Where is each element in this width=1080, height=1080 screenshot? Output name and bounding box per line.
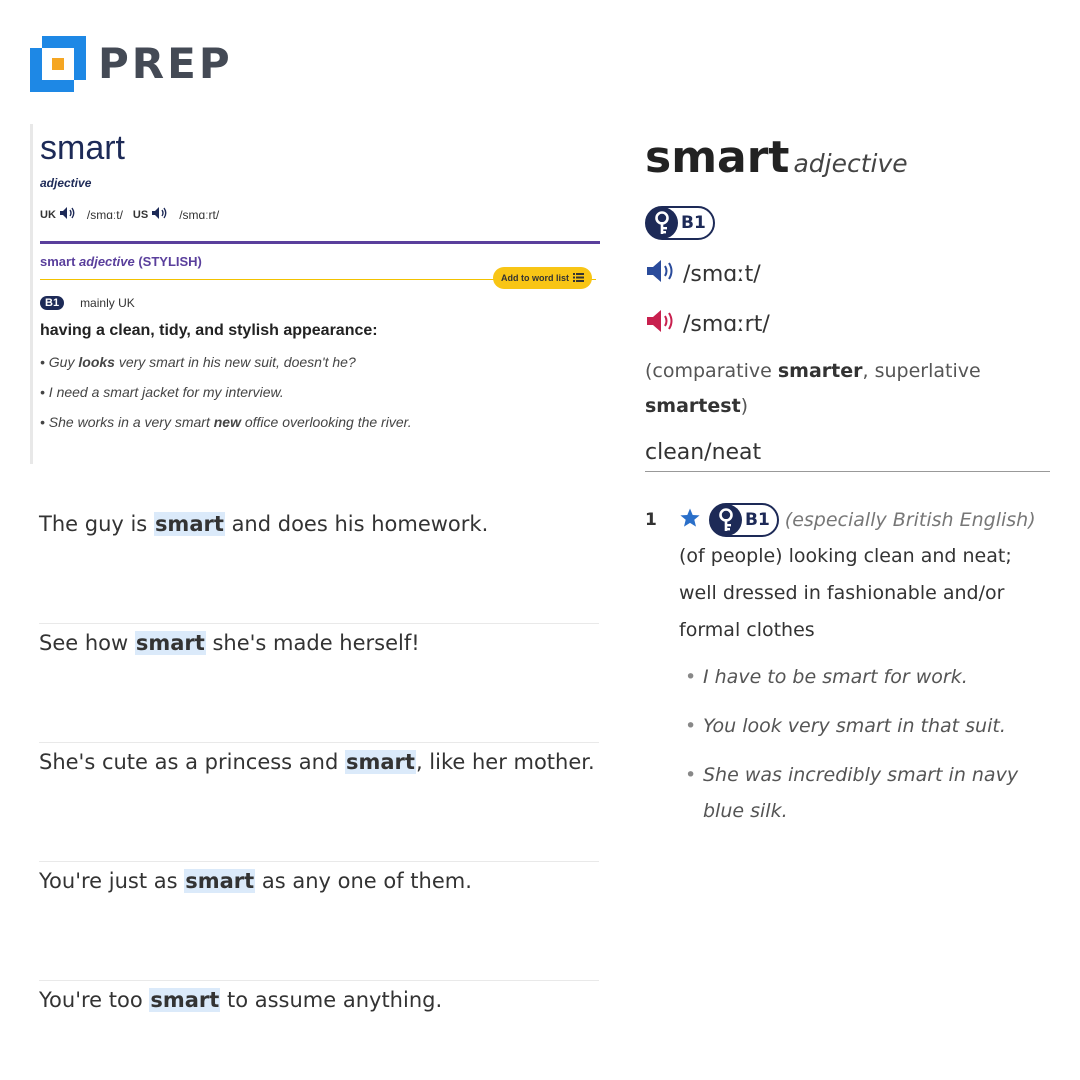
list-item xyxy=(39,862,599,981)
uk-label: UK xyxy=(40,208,56,221)
sense-body xyxy=(679,502,1050,842)
oxford-us-ipa: /smɑːrt/ xyxy=(683,311,770,337)
example-sentence xyxy=(40,384,600,400)
bullet: • xyxy=(685,666,697,688)
us-label: US xyxy=(132,208,149,221)
example-sentence xyxy=(40,354,600,370)
oxford-level-badge[interactable] xyxy=(645,206,715,240)
uk-speaker-icon[interactable] xyxy=(59,206,77,223)
list-item xyxy=(39,743,599,862)
example-sentence xyxy=(40,414,600,430)
example-text: I need a smart jacket for my interview. xyxy=(48,384,284,400)
sentence-text: See how xyxy=(39,631,135,655)
example-sentence xyxy=(679,757,1050,829)
superlative-form: smartest xyxy=(645,395,741,417)
list-item xyxy=(39,505,599,624)
oxford-headword-row xyxy=(645,130,1050,192)
example-text: You look very smart in that suit. xyxy=(703,715,1006,737)
cambridge-entry xyxy=(30,124,600,464)
key-icon xyxy=(709,503,743,537)
example-text: very smart in his new suit, doesn't he? xyxy=(114,354,356,370)
oxford-headword: smart xyxy=(645,132,790,183)
oxford-examples xyxy=(679,659,1050,829)
oxford-inflections xyxy=(645,354,1050,424)
us-speaker-icon[interactable] xyxy=(645,308,679,340)
example-text: Guy xyxy=(48,354,79,370)
sense-level-text: B1 xyxy=(745,510,770,530)
uk-ipa: /smɑːt/ xyxy=(86,207,123,222)
bullet: • xyxy=(40,414,45,430)
comparative-form: smarter xyxy=(777,360,863,382)
oxford-pos: adjective xyxy=(793,149,908,178)
example-text: She was incredibly smart in navy blue silk. xyxy=(703,764,1019,822)
sense-underline xyxy=(40,273,596,283)
example-text: office overlooking the river. xyxy=(240,414,412,430)
key-icon xyxy=(645,206,679,240)
sentence-list xyxy=(39,505,599,1080)
uk-speaker-icon[interactable] xyxy=(645,258,679,290)
bullet: • xyxy=(40,354,45,370)
example-bold: looks xyxy=(78,354,115,370)
sentence-text: to assume anything. xyxy=(220,988,443,1012)
list-item xyxy=(39,981,599,1080)
sentence-text: The guy is xyxy=(39,512,154,536)
oxford-pron-uk xyxy=(645,256,1050,292)
oxford-definition: (of people) looking clean and neat; well dressed in fashionable and/or formal clothes xyxy=(679,545,1012,641)
example-sentence xyxy=(679,659,1050,695)
bullet: • xyxy=(40,384,45,400)
divider xyxy=(40,241,600,244)
highlighted-word: smart xyxy=(154,512,224,536)
us-ipa: /smɑːrt/ xyxy=(179,207,220,222)
inflection-text: (comparative xyxy=(645,360,778,382)
oxford-entry xyxy=(645,130,1050,842)
bullet: • xyxy=(685,715,697,737)
sentence-text: she's made herself! xyxy=(205,631,420,655)
highlighted-word: smart xyxy=(150,988,220,1012)
sense-word: smart xyxy=(40,254,76,269)
bullet: • xyxy=(685,764,697,786)
sense-level-badge[interactable] xyxy=(709,503,779,537)
example-text: She works in a very smart xyxy=(48,414,214,430)
sense-meta xyxy=(679,502,1050,538)
cambridge-definition: having a clean, tidy, and stylish appearance: xyxy=(40,322,378,339)
sense-guide: (STYLISH) xyxy=(138,254,202,269)
sentence-text: and does his homework. xyxy=(224,512,489,536)
cambridge-pronunciation xyxy=(40,206,600,223)
oxford-topic-heading: clean/neat xyxy=(645,440,1050,472)
highlighted-word: smart xyxy=(185,869,255,893)
highlighted-word: smart xyxy=(345,750,415,774)
oxford-level-text: B1 xyxy=(681,213,706,233)
oxford-pron-us xyxy=(645,306,1050,342)
prep-logo-text: PREP xyxy=(98,39,233,88)
add-to-word-list-label: Add to word list xyxy=(501,273,569,283)
inflection-text: ) xyxy=(740,395,749,417)
usage-label: (especially British English) xyxy=(784,509,1036,531)
sense-number: 1 xyxy=(645,510,657,530)
sense-pos: adjective xyxy=(79,254,135,269)
list-item xyxy=(39,624,599,743)
cambridge-headword: smart xyxy=(40,129,125,167)
sentence-text: You're too xyxy=(39,988,150,1012)
sentence-text: You're just as xyxy=(39,869,185,893)
sentence-text: , like her mother. xyxy=(415,750,595,774)
cambridge-pos: adjective xyxy=(40,176,92,190)
highlighted-word: smart xyxy=(135,631,205,655)
oxford-uk-ipa: /smɑːt/ xyxy=(683,261,761,287)
cambridge-level-row xyxy=(40,296,600,310)
sentence-text: as any one of them. xyxy=(255,869,472,893)
oxford-sense xyxy=(645,502,1050,842)
star-icon xyxy=(679,507,701,533)
prep-logo-mark-icon xyxy=(30,36,86,92)
prep-logo[interactable] xyxy=(30,36,233,92)
region-label: mainly UK xyxy=(80,296,135,310)
us-speaker-icon[interactable] xyxy=(151,206,169,223)
oxford-level-row xyxy=(645,206,1050,242)
add-to-word-list-button[interactable] xyxy=(493,267,592,289)
example-text: I have to be smart for work. xyxy=(703,666,968,688)
example-sentence xyxy=(679,708,1050,744)
sentence-text: She's cute as a princess and xyxy=(39,750,345,774)
example-bold: new xyxy=(213,414,241,430)
list-icon xyxy=(573,273,584,284)
level-badge: B1 xyxy=(40,296,64,310)
inflection-text: , superlative xyxy=(862,360,981,382)
